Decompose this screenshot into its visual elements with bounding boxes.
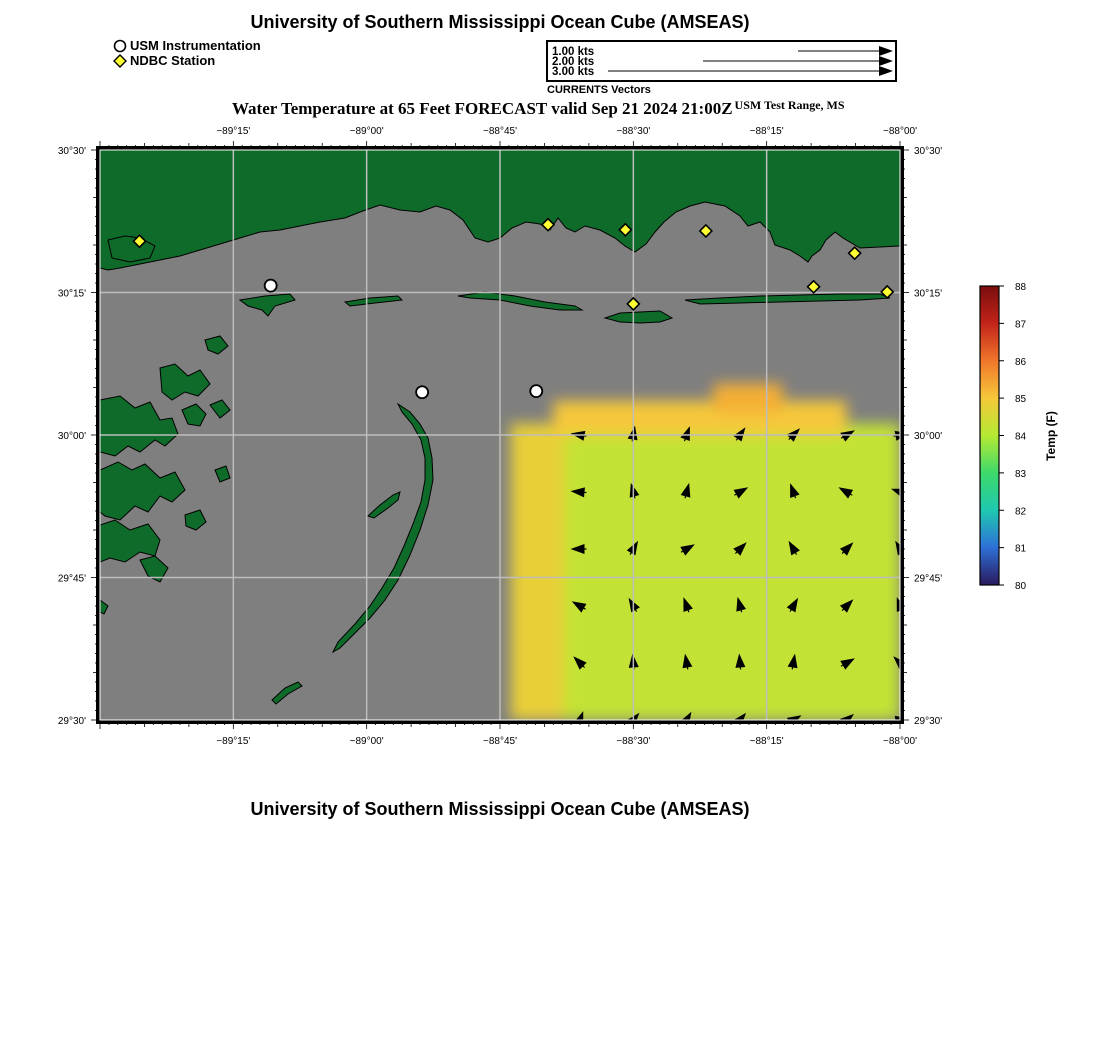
lat-label-right-0: 30°30' [914, 146, 943, 157]
lat-label-left-3: 29°45' [57, 573, 86, 585]
colorbar-tick-label-4: 84 [1015, 431, 1027, 443]
usm-station-1 [416, 386, 428, 398]
lon-label-top-3: −88°30' [616, 126, 651, 137]
legend-ndbc-label: NDBC Station [130, 53, 216, 68]
colorbar-tick-label-2: 82 [1015, 506, 1027, 518]
lon-label-top-0: −89°15' [216, 126, 251, 137]
colorbar-tick-label-3: 83 [1015, 468, 1027, 480]
usm-station-0 [265, 280, 277, 292]
region-label: USM Test Range, MS [734, 98, 845, 112]
lon-label-bottom-1: −89°00' [349, 736, 384, 747]
lat-label-right-4: 29°30' [914, 716, 943, 727]
lon-label-top-5: −88°00' [883, 126, 917, 137]
lat-label-right-2: 30°00' [914, 431, 943, 442]
lon-label-bottom-3: −88°30' [616, 736, 651, 747]
vector-scale-caption: CURRENTS Vectors [547, 84, 651, 96]
colorbar-label: Temp (F) [1044, 411, 1058, 461]
lon-label-bottom-0: −89°15' [216, 736, 251, 747]
lon-label-bottom-2: −88°45' [483, 736, 517, 747]
usm-station-2 [530, 385, 542, 397]
colorbar-tick-label-1: 81 [1015, 543, 1027, 555]
lat-label-right-3: 29°45' [914, 573, 943, 585]
lon-label-top-2: −88°45' [483, 126, 517, 137]
vector-scale-label-2: 2.00 kts [552, 56, 595, 68]
lat-label-left-0: 30°30' [57, 146, 86, 157]
temperature-cell-3 [713, 384, 782, 413]
lon-label-top-1: −89°00' [349, 126, 384, 137]
legend-usm-label: USM Instrumentation [130, 38, 261, 53]
colorbar-ticks [999, 282, 1027, 592]
lat-label-left-4: 29°30' [57, 716, 86, 727]
lat-label-left-2: 30°00' [57, 431, 86, 442]
lon-label-bottom-5: −88°00' [883, 736, 917, 747]
temperature-cell-2 [553, 401, 846, 435]
temperature-cell-1 [511, 424, 564, 720]
lat-label-right-1: 30°15' [914, 288, 943, 300]
vector-scale-label-1: 1.00 kts [552, 46, 595, 58]
colorbar-tick-label-7: 87 [1015, 319, 1027, 331]
colorbar-tick-label-0: 80 [1015, 581, 1027, 592]
colorbar-tick-label-8: 88 [1015, 282, 1027, 293]
lat-label-left-1: 30°15' [57, 288, 86, 300]
colorbar [980, 282, 1058, 592]
subtitle-text: Water Temperature at 65 Feet FORECAST valid Sep 21 2024 21:00Z [232, 99, 733, 118]
footer-title: University of Southern Mississippi Ocean Cube (AMSEAS) [250, 799, 750, 819]
colorbar-tick-label-5: 85 [1015, 394, 1027, 406]
vector-scale-label-3: 3.00 kts [552, 66, 595, 78]
lon-label-top-4: −88°15' [749, 126, 784, 137]
lon-label-bottom-4: −88°15' [749, 736, 784, 747]
colorbar-tick-label-6: 86 [1015, 356, 1027, 368]
colorbar-ramp [980, 286, 999, 585]
temperature-cell-0 [511, 424, 900, 720]
map-title: University of Southern Mississippi Ocean Cube (AMSEAS) [250, 12, 750, 32]
